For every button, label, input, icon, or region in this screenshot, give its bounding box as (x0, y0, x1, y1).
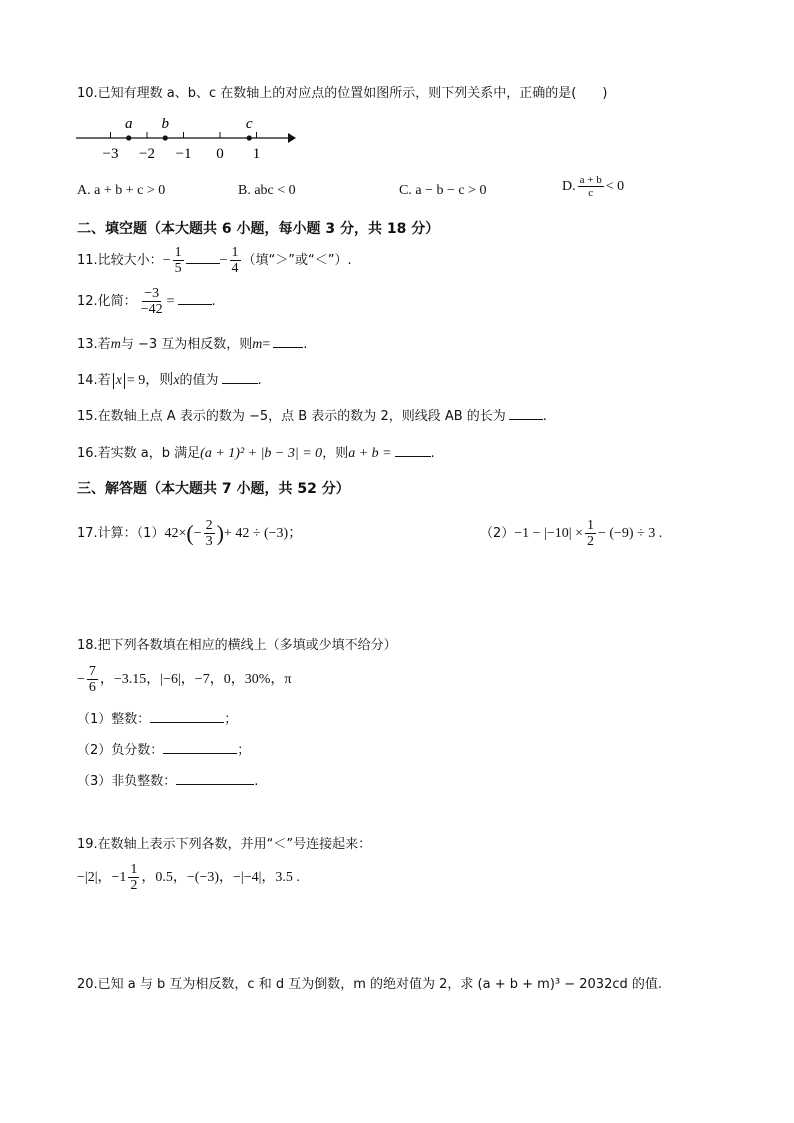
q17-p2-label: （2） (480, 526, 515, 541)
q13-t1: 13.若 (77, 337, 111, 352)
q17-p2-fraction (585, 518, 596, 549)
q15-text: 15.在数轴上点 A 表示的数为 −5，点 B 表示的数为 2，则线段 AB 的长为 (77, 409, 506, 424)
q11-n2: 1 (231, 245, 239, 260)
number-line (74, 110, 304, 166)
q15-answer-blank (509, 407, 543, 420)
q13-eq: = (262, 337, 271, 352)
q17-p2b: − (−9) ÷ 3 . (597, 526, 663, 541)
q13-answer-blank (273, 335, 303, 348)
question-11: 11.比较大小：− $\frac{1}{5}$ − $\frac{1}{4}$ （填“＞”或“＜”）. (77, 245, 352, 276)
q11-d1: 5 (174, 261, 182, 276)
q19-num: 1 (130, 862, 138, 877)
q18-item-2 (77, 739, 250, 758)
q13-m2: m (252, 337, 263, 352)
option-d-suffix: < 0 (605, 179, 625, 194)
point-label-a: a (125, 116, 133, 132)
q11-fraction-1 (173, 245, 184, 276)
q17-p1-fraction (204, 518, 215, 549)
q18-item-3 (77, 770, 258, 789)
section-2-heading: 二、填空题（本大题共 6 小题，每小题 3 分，共 18 分） (77, 221, 440, 237)
question-19-numbers (77, 862, 300, 893)
option-d-denominator: c (588, 187, 594, 199)
q14-t1: 14.若 (77, 373, 111, 388)
q11-prefix: 11.比较大小： (77, 253, 163, 268)
number-line-arrow (288, 133, 296, 143)
question-16 (77, 442, 435, 462)
q19-fraction (128, 862, 139, 893)
q17-p2-den: 2 (586, 534, 594, 549)
point-label-c: c (245, 116, 253, 132)
q11-suffix: （填“＞”或“＜”）. (242, 253, 352, 268)
q16-t1: 16.若实数 a，b 满足 (77, 446, 201, 461)
q18-item-3-blank (176, 772, 254, 785)
q16-t2: ，则 (322, 446, 349, 461)
q16-end: . (430, 446, 435, 461)
tick-label: 1 (252, 146, 261, 162)
q17-p2-num: 1 (586, 518, 594, 533)
q18-list: ，−3.15，|−6|，−7，0，30%，π (99, 672, 292, 687)
q12-fraction (139, 286, 165, 317)
point-label-b: b (161, 116, 169, 132)
tick-label: 0 (216, 146, 224, 162)
option-d (562, 174, 624, 199)
tick-label: −2 (139, 146, 155, 162)
q19-den: 2 (130, 878, 138, 893)
q14-t3: 的值为 (179, 373, 219, 388)
q17-p2a: −1 − |−10| × (514, 526, 583, 541)
q18-item-3-label: （3）非负整数： (77, 774, 177, 789)
question-17-part-1: 17.计算：（1）42×(− $\frac{2}{3}$ )+ 42 ÷ (−3)； (77, 518, 303, 549)
q18-den: 6 (88, 680, 96, 695)
q17-p1a: 42× (164, 526, 187, 541)
section-3-heading: 三、解答题（本大题共 7 小题，共 52 分） (77, 481, 350, 497)
q18-item-2-label: （2）负分数： (77, 743, 164, 758)
option-d-prefix: D. (562, 179, 576, 194)
q15-end: . (542, 409, 547, 424)
q14-x: x (173, 373, 180, 388)
q11-n1: 1 (174, 245, 182, 260)
q11-fraction-2 (230, 245, 241, 276)
question-10-stem: 10.已知有理数 a、b、c 在数轴上的对应点的位置如图所示，则下列关系中，正确的是( ) (77, 86, 608, 101)
question-20: 20.已知 a 与 b 互为相反数，c 和 d 互为倒数，m 的绝对值为 2，求 (a + b + m)³ − 2032cd 的值. (77, 977, 663, 992)
q17-p1-den: 3 (205, 534, 213, 549)
tick-label: −1 (175, 146, 192, 162)
q11-d2: 4 (231, 261, 239, 276)
q11-answer-blank (186, 251, 220, 264)
q13-t2: 与 −3 互为相反数，则 (120, 337, 253, 352)
q14-absx: x (115, 373, 122, 388)
q12-num: −3 (144, 286, 160, 301)
q14-answer-blank (222, 371, 258, 384)
question-13 (77, 333, 307, 353)
q18-item-1-label: （1）整数： (77, 712, 151, 727)
point-c (247, 135, 252, 140)
q18-item-3-end: . (254, 774, 259, 789)
q18-num: 7 (88, 664, 96, 679)
q18-item-2-blank (163, 741, 237, 754)
q16-answer-blank (395, 444, 431, 457)
q12-prefix: 12.化简： (77, 294, 137, 309)
q16-expr2: a + b = (348, 446, 392, 461)
point-a (126, 135, 131, 140)
option-d-fraction (578, 174, 604, 199)
q12-end: . (211, 294, 216, 309)
question-19-stem: 19.在数轴上表示下列各数，并用“＜”号连接起来： (77, 837, 372, 852)
question-14 (77, 369, 262, 389)
option-a: A. a + b + c > 0 (77, 183, 166, 198)
q18-item-2-end: ； (237, 743, 251, 758)
q18-item-1-blank (150, 710, 224, 723)
q16-expr: (a + 1)² + |b − 3| = 0 (200, 446, 323, 461)
question-17-part-2 (480, 518, 662, 549)
question-18-stem: 18.把下列各数填在相应的横线上（多填或少填不给分） (77, 638, 397, 653)
q12-eq: = (166, 294, 175, 309)
q12-den: −42 (140, 302, 163, 317)
q17-p1-num: 2 (205, 518, 213, 533)
question-12 (77, 286, 216, 317)
q13-m1: m (110, 337, 121, 352)
q14-end: . (257, 373, 262, 388)
q14-t2: = 9，则 (126, 373, 174, 388)
q12-answer-blank (178, 292, 212, 305)
question-18-numbers: − $\frac{7}{6}$ ，−3.15，|−6|，−7，0，30%，π (77, 664, 292, 695)
q19-t2: ，0.5，−(−3)，−|−4|，3.5 . (141, 870, 300, 885)
question-15 (77, 405, 547, 424)
q13-end: . (303, 337, 308, 352)
option-b: B. abc < 0 (238, 183, 296, 198)
q17-p1b: + 42 ÷ (−3)； (223, 526, 303, 541)
q18-item-1 (77, 708, 237, 727)
option-c: C. a − b − c > 0 (399, 183, 487, 198)
q18-fraction (87, 664, 98, 695)
tick-label: −3 (102, 146, 119, 162)
q19-t1: −|2|，−1 (77, 870, 127, 885)
point-b (163, 135, 168, 140)
q18-item-1-end: ； (224, 712, 238, 727)
option-d-numerator: a + b (579, 174, 602, 186)
q17-prefix: 17.计算：（1） (77, 526, 165, 541)
